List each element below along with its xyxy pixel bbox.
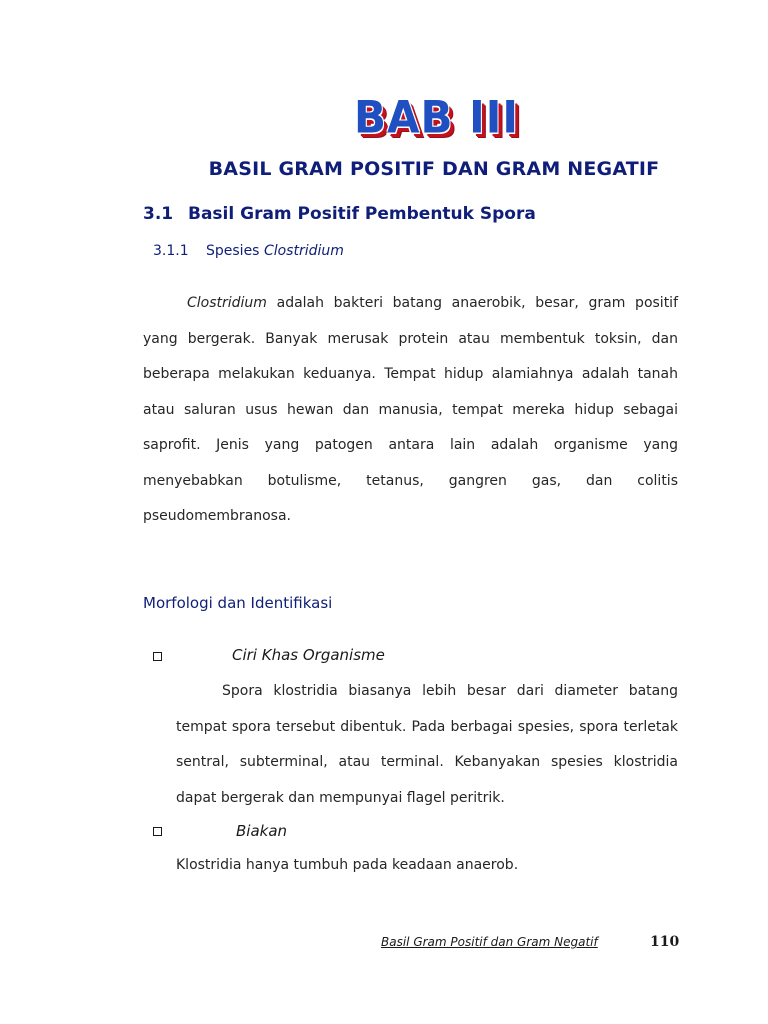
subsection-title: Spesies	[206, 243, 264, 259]
ciri-khas-paragraph	[176, 674, 678, 816]
subsection-title-italic: Clostridium	[263, 243, 344, 259]
intro-lead-term: Clostridium	[187, 295, 267, 311]
subsection-heading	[153, 243, 344, 259]
intro-paragraph	[143, 286, 678, 535]
bullet-square-icon	[153, 652, 162, 661]
page-number: 110	[650, 934, 680, 950]
section-number: 3.1	[143, 204, 174, 224]
bullet-label-ciri-khas: Ciri Khas Organisme	[232, 646, 385, 664]
morphology-heading: Morfologi dan Identifikasi	[143, 594, 333, 612]
section-title: Basil Gram Positif Pembentuk Spora	[188, 204, 536, 224]
section-heading	[143, 204, 536, 224]
chapter-logo: BAB III	[354, 91, 520, 144]
bullet-square-icon	[153, 827, 162, 836]
biakan-paragraph: Klostridia hanya tumbuh pada keadaan anaerob.	[176, 857, 519, 873]
footer-running-title: Basil Gram Positif dan Gram Negatif	[381, 935, 598, 949]
ciri-khas-text: Spora klostridia biasanya lebih besar dari diameter batang tempat spora tersebut dibentuk. Pada berbagai spesies, spora terletak sentral, subterminal, atau terminal. Kebanyakan spesies klostridia dapat bergerak dan mempunyai flagel peritrik.	[176, 683, 678, 806]
bullet-label-biakan: Biakan	[236, 822, 288, 840]
chapter-title: BASIL GRAM POSITIF DAN GRAM NEGATIF	[208, 158, 660, 180]
intro-body-text: adalah bakteri batang anaerobik, besar, gram positif yang bergerak. Banyak merusak protein atau membentuk toksin, dan beberapa melakukan keduanya. Tempat hidup alamiahnya adalah tanah atau saluran usus hewan dan manusia, tempat mereka hidup sebagai saprofit. Jenis yang patogen antara lain adalah organisme yang menyebabkan botulisme, tetanus, gangren gas, dan colitis pseudomembranosa.	[143, 295, 678, 524]
subsection-number: 3.1.1	[153, 243, 189, 259]
